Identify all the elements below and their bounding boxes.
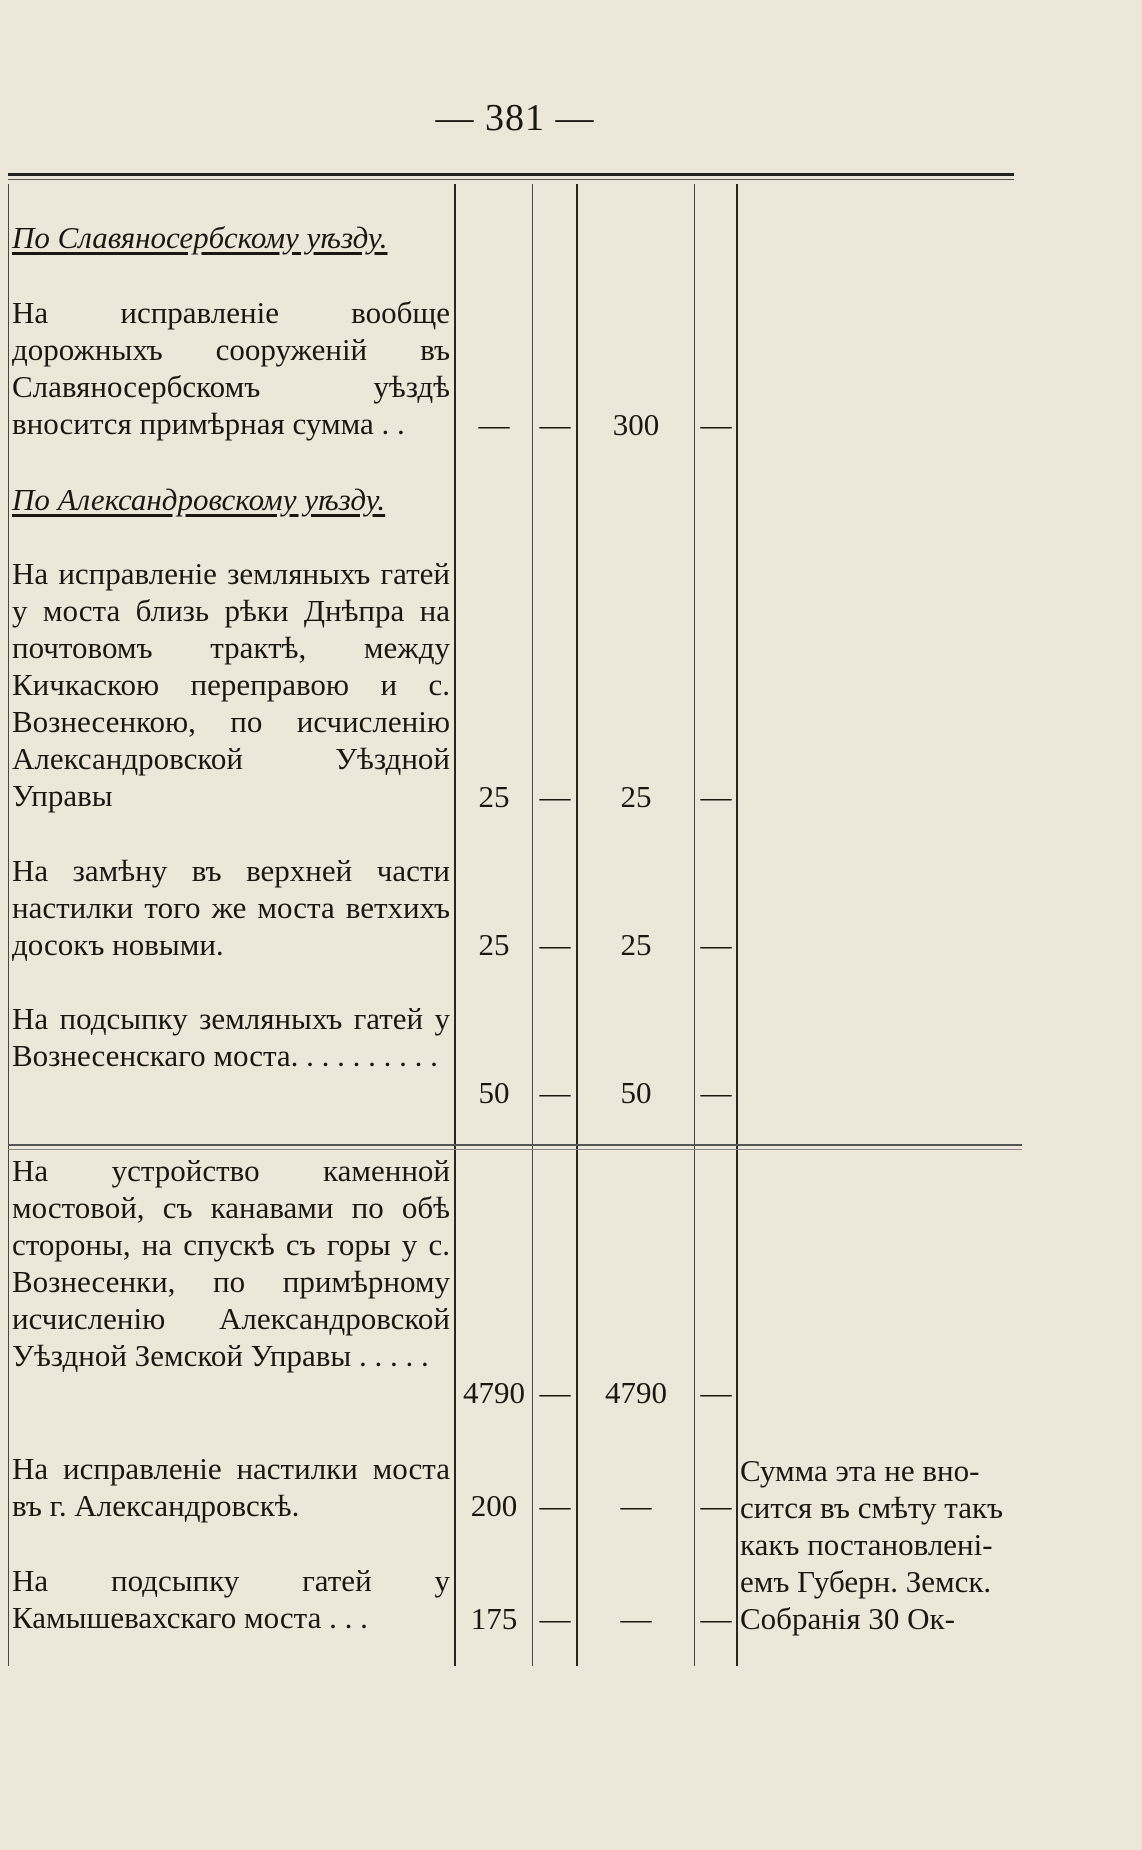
- table-cell: —: [700, 407, 732, 442]
- table-cell: 175: [470, 1601, 518, 1636]
- table-cell: 4790: [463, 1375, 525, 1410]
- table-cell: —: [539, 1375, 571, 1410]
- table-cell: 50: [620, 1075, 652, 1110]
- table-cell: 25: [620, 927, 652, 962]
- table-cell: 4790: [605, 1375, 667, 1410]
- table-row-description: На подсыпку гатей у Камышевахскаго моста . . .: [12, 1563, 450, 1635]
- table-cell: —: [700, 1075, 732, 1110]
- table-cell: 25: [620, 779, 652, 814]
- table-row-description: На исправленіе настилки моста въ г. Александровскѣ.: [12, 1451, 450, 1523]
- table-cell: —: [539, 1488, 571, 1523]
- table-cell: —: [700, 1488, 732, 1523]
- table-cell: 25: [478, 779, 510, 814]
- table-row-description: На замѣну въ верхней части настилки того же моста ветхихъ досокъ новыми.: [12, 853, 450, 962]
- table-cell: —: [478, 407, 510, 442]
- table-row-description: На устройство каменной мостовой, съ канавами по обѣ стороны, на спускѣ съ горы у с. Вознесенки, по примѣрному исчисленію Александровской Уѣздной Земской Управы . . . . .: [12, 1153, 450, 1373]
- column-divider: [694, 184, 695, 1666]
- table-cell: —: [539, 407, 571, 442]
- table-cell: —: [700, 779, 732, 814]
- table-cell: —: [539, 779, 571, 814]
- table-cell: —: [700, 927, 732, 962]
- table-cell: —: [539, 1601, 571, 1636]
- note-line: Собранія 30 Ок-: [740, 1601, 955, 1636]
- table-cell: —: [539, 927, 571, 962]
- column-divider: [532, 184, 533, 1666]
- note-line: Сумма эта не вно-: [740, 1453, 980, 1488]
- section-heading: По Александровскому уѣзду.: [12, 482, 386, 517]
- page-number: — 381 —: [435, 97, 595, 139]
- table-cell: 50: [478, 1075, 510, 1110]
- table-cell: —: [620, 1488, 652, 1523]
- table-row-description: На исправленіе вообще дорожныхъ сооруженій въ Славяносербскомъ уѣздѣ вносится примѣрная сумма . .: [12, 295, 450, 441]
- table-separator: [8, 1144, 1022, 1150]
- table-row-description: На подсыпку земляныхъ гатей у Вознесенскаго моста. . . . . . . . . .: [12, 1001, 450, 1073]
- table-cell: —: [700, 1601, 732, 1636]
- table-top-rule: [8, 173, 1014, 180]
- table-cell: —: [539, 1075, 571, 1110]
- table-cell: 25: [478, 927, 510, 962]
- remarks-note: [740, 1452, 1036, 1637]
- table-cell: —: [700, 1375, 732, 1410]
- note-line: какъ постановлені-: [740, 1527, 993, 1562]
- column-divider: [736, 184, 738, 1666]
- table-left-border: [8, 184, 9, 1666]
- section-heading: По Славяносербскому уѣзду.: [12, 220, 388, 255]
- note-line: емъ Губерн. Земск.: [740, 1564, 992, 1599]
- note-line: сится въ смѣту такъ: [740, 1490, 1004, 1525]
- table-row-description: На исправленіе земляныхъ гатей у моста близь рѣки Днѣпра на почтовомъ трактѣ, между Кичкаскою переправою и с. Вознесенкою, по исчисленію Александровской Уѣздной Управы: [12, 556, 450, 813]
- table-cell: 300: [612, 407, 660, 442]
- table-cell: 200: [470, 1488, 518, 1523]
- table-cell: —: [620, 1601, 652, 1636]
